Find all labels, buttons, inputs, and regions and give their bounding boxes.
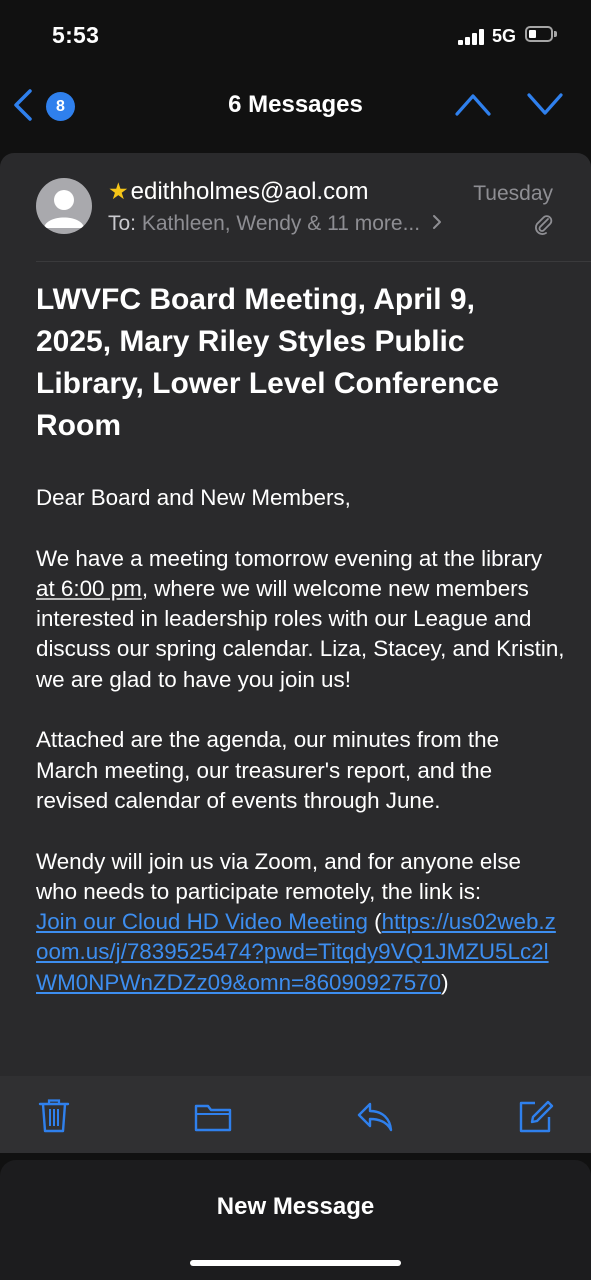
nav-title: 6 Messages [228, 91, 363, 118]
battery-icon [525, 26, 557, 44]
message-subject: LWVFC Board Meeting, April 9, 2025, Mary Riley Styles Public Library, Lower Level Conference Room [36, 283, 499, 442]
move-to-folder-button[interactable] [194, 1102, 232, 1137]
signal-strength-icon [458, 29, 488, 45]
person-icon [36, 178, 92, 234]
nav-bar [0, 74, 591, 138]
compose-icon [518, 1099, 554, 1133]
unread-count-badge: 8 [46, 92, 75, 121]
sender-email: edithholmes@aol.com [130, 178, 369, 205]
folder-icon [194, 1102, 232, 1132]
status-time: 5:53 [52, 22, 100, 48]
network-type: 5G [492, 26, 517, 46]
chevron-down-icon [526, 90, 564, 118]
previous-message-button[interactable] [454, 90, 492, 123]
time-detected-link[interactable]: at 6:00 pm [36, 575, 142, 601]
paragraph-3: Wendy will join us via Zoom, and for anyone else who needs to participate remotely, the link is: Join our Cloud HD Video Meeting (https://us02web.zoom.us/j/7839525474?pwd=Titqdy9VQ1JMZU5Lc2lWM0NPWnZDZz09&omn=86090927570) [36, 848, 556, 995]
sender-avatar[interactable] [36, 178, 92, 234]
star-icon: ★ [108, 178, 129, 204]
trash-button[interactable] [38, 1098, 70, 1139]
zoom-meeting-link[interactable]: Join our Cloud HD Video Meeting [36, 909, 368, 935]
chevron-right-icon [432, 214, 442, 230]
status-bar [0, 0, 591, 74]
trash-icon [38, 1098, 70, 1134]
compose-button[interactable] [518, 1099, 554, 1138]
message-date: Tuesday [473, 182, 553, 205]
message-card [0, 153, 591, 1153]
recipients: Kathleen, Wendy & 11 more... [141, 212, 421, 235]
reply-button[interactable] [356, 1100, 394, 1139]
message-body [36, 483, 566, 998]
new-message-title: New Message [216, 1193, 375, 1220]
paragraph-2: Attached are the agenda, our minutes from the March meeting, our treasurer's report, and the revised calendar of events through June. [36, 727, 500, 813]
chevron-up-icon [454, 90, 492, 118]
paperclip-icon [533, 213, 553, 240]
sender[interactable] [108, 178, 368, 206]
reply-icon [356, 1100, 394, 1134]
greeting: Dear Board and New Members, [36, 485, 351, 510]
to-label: To: [108, 212, 137, 235]
message-toolbar [0, 1076, 591, 1153]
header-divider [36, 261, 591, 262]
paragraph-1: We have a meeting tomorrow evening at the library at 6:00 pm, where we will welcome new members interested in leadership roles with our League and discuss our spring calendar. Liza, Stacey, and Kristin, we are glad to have you join us! [36, 545, 565, 692]
home-indicator [190, 1260, 401, 1266]
zoom-url-link[interactable]: https://us02web.zoom.us/j/7839525474?pwd=Titqdy9VQ1JMZU5Lc2lWM0NPWnZDZz09&omn=86090927570 [36, 909, 556, 995]
next-message-button[interactable] [526, 90, 564, 123]
recipients-line[interactable] [108, 212, 442, 236]
